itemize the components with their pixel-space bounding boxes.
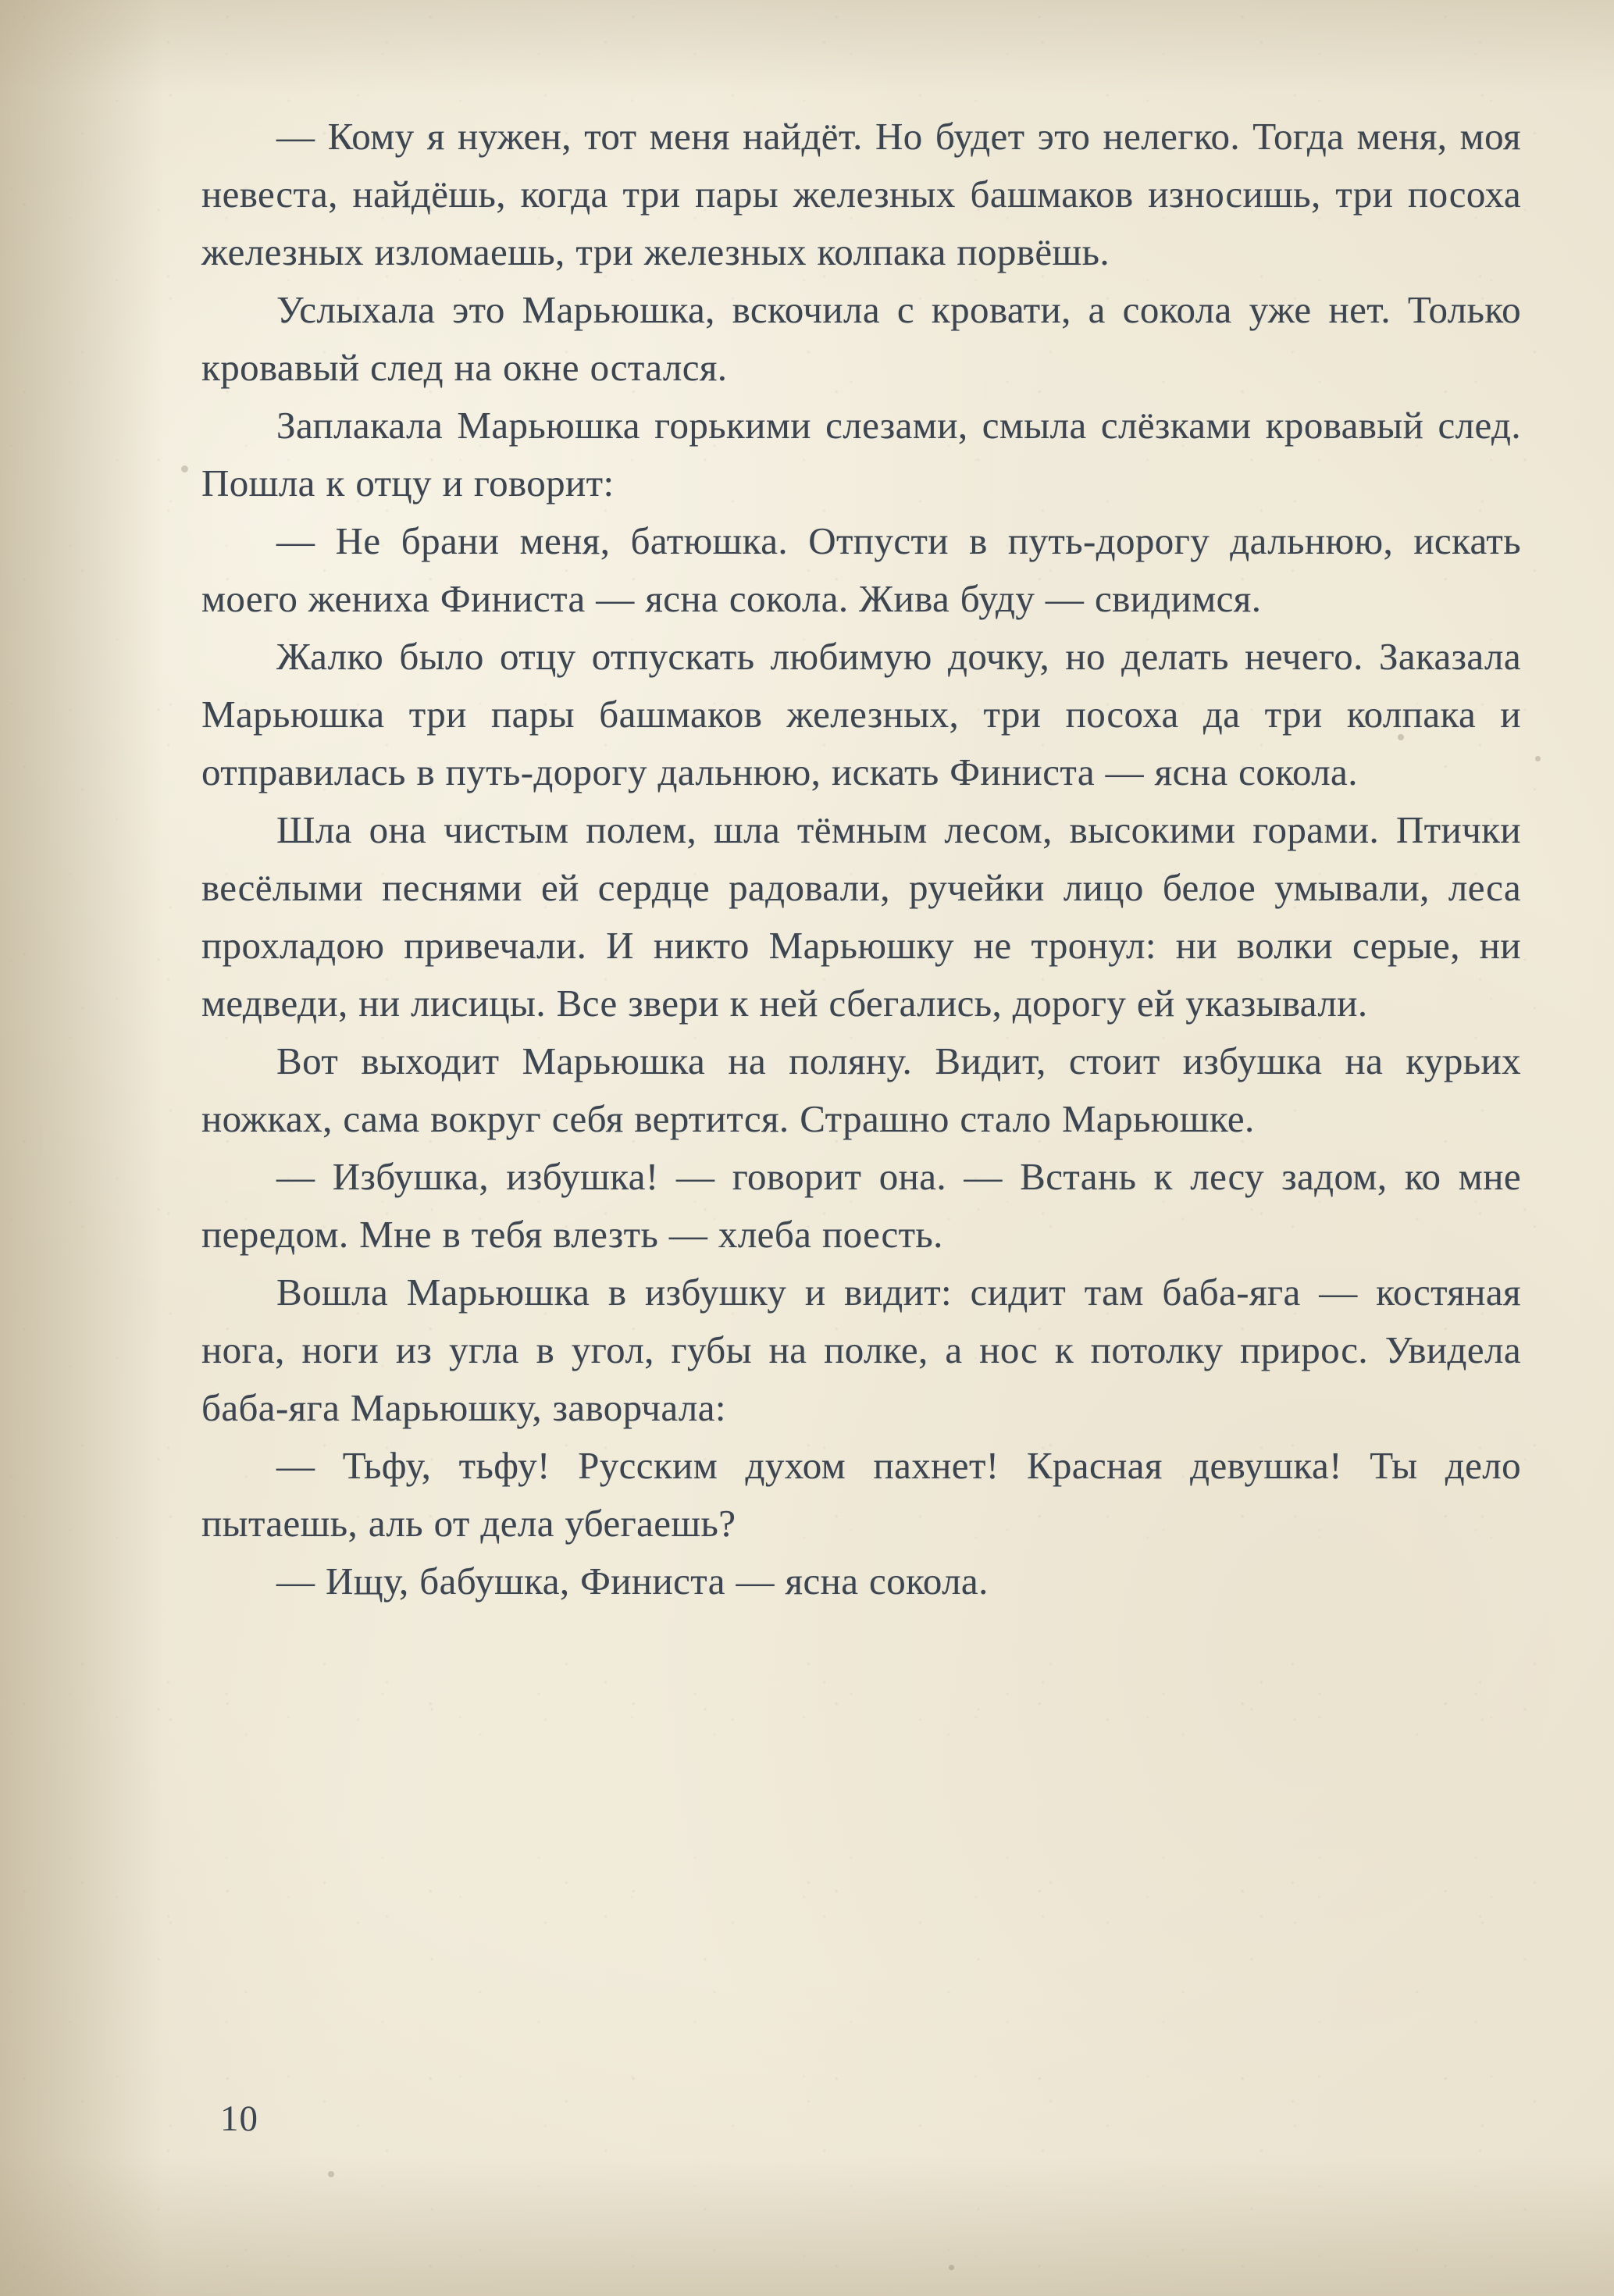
paragraph: Вошла Марьюшка в избушку и видит: сидит там баба-яга — костяная нога, ноги из угла в угол, губы на полке, а нос к потолку прирос. Увидела баба-яга Марьюшку, заворчала: <box>201 1271 1521 1429</box>
paper-blemish <box>328 2171 334 2177</box>
paragraph: Заплакала Марьюшка горькими слезами, смыла слёзками кровавый след. Пошла к отцу и говорит: <box>201 404 1521 504</box>
page-top-shadow <box>0 0 1614 94</box>
paragraph: — Кому я нужен, тот меня найдёт. Но будет это нелегко. Тогда меня, моя невеста, найдёшь, когда три пары железных башмаков износишь, три посоха железных изломаешь, три железных колпака порвёшь. <box>201 115 1521 273</box>
paragraph: Жалко было отцу отпускать любимую дочку, но делать нечего. Заказала Марьюшка три пары башмаков железных, три посоха да три колпака и отправилась в путь-дорогу дальнюю, искать Финиста — ясна сокола. <box>201 635 1521 793</box>
paragraph: Вот выходит Марьюшка на поляну. Видит, стоит избушка на курьих ножках, сама вокруг себя вертится. Страшно стало Марьюшке. <box>201 1039 1521 1140</box>
paragraph: Услыхала это Марьюшка, вскочила с кровати, а сокола уже нет. Только кровавый след на окне остался. <box>201 288 1521 389</box>
paper-blemish <box>949 2265 954 2270</box>
paragraph: Шла она чистым полем, шла тёмным лесом, высокими горами. Птички весёлыми песнями ей сердце радовали, ручейки лицо белое умывали, леса прохладою привечали. И никто Марьюшку не тронул: ни волки серые, ни медведи, ни лисицы. Все звери к ней сбегались, дорогу ей указывали. <box>201 808 1521 1025</box>
paragraph: — Не брани меня, батюшка. Отпусти в путь-дорогу дальнюю, искать моего жениха Финиста — ясна сокола. Жива буду — свидимся. <box>201 519 1521 620</box>
page-gutter-shadow <box>0 0 164 2296</box>
paper-blemish <box>1535 756 1541 761</box>
paragraph: — Тьфу, тьфу! Русским духом пахнет! Красная девушка! Ты дело пытаешь, аль от дела убегаешь? <box>201 1444 1521 1545</box>
body-text <box>201 108 1521 1610</box>
page-bottom-shadow <box>0 2155 1614 2296</box>
page-number: 10 <box>220 2098 258 2139</box>
paragraph: — Ищу, бабушка, Финиста — ясна сокола. <box>276 1560 989 1603</box>
paper-blemish <box>181 465 188 472</box>
paragraph: — Избушка, избушка! — говорит она. — Встань к лесу задом, ко мне передом. Мне в тебя влезть — хлеба поесть. <box>201 1155 1521 1256</box>
